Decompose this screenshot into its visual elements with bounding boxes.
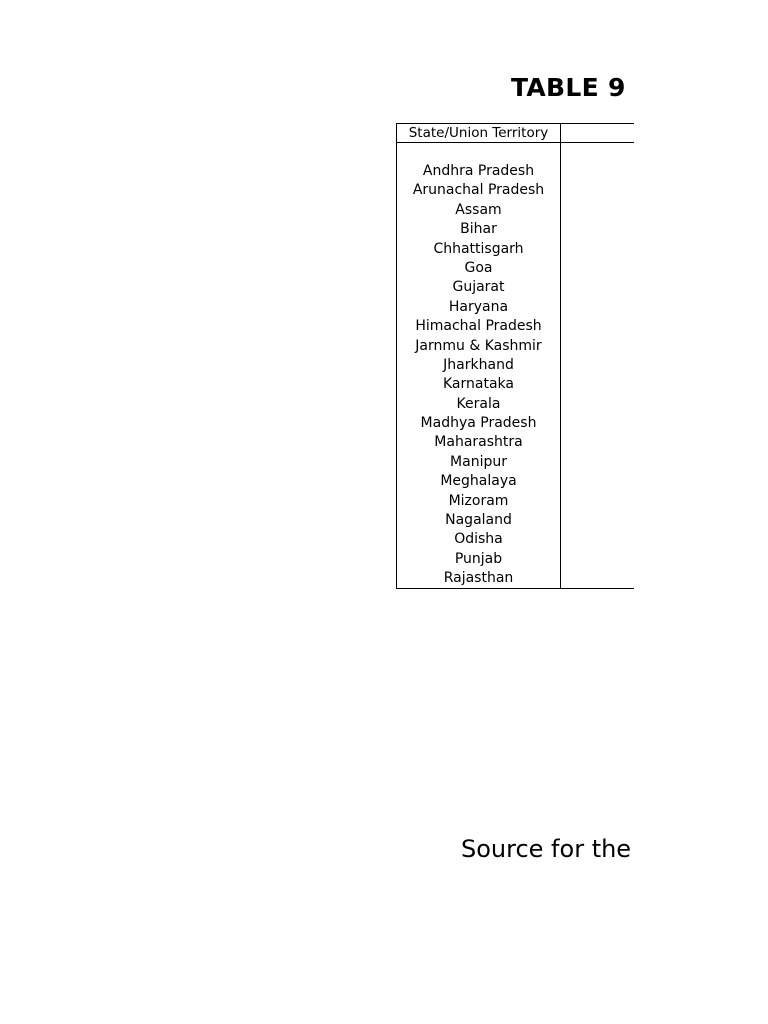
table-row: Goa: [464, 259, 493, 276]
table-row: Punjab: [454, 550, 503, 567]
table-row: Karnataka: [443, 376, 514, 393]
column-header-state: State/Union Territory: [408, 125, 549, 141]
table-row: Meghalaya: [440, 473, 517, 490]
table-row: Andhra Pradesh: [422, 163, 535, 179]
state-table: [396, 123, 634, 589]
table-row: Himachal Pradesh: [415, 318, 542, 335]
table-title: TABLE 9: [511, 73, 626, 102]
table-row: Haryana: [448, 298, 509, 315]
source-note: Source for the: [461, 835, 632, 863]
header-divider: [397, 142, 634, 143]
table-row: Gujarat: [452, 279, 505, 296]
table-row: Jarnmu & Kashmir: [415, 337, 542, 354]
table-row: Manipur: [450, 453, 507, 470]
table-row: Bihar: [460, 221, 497, 238]
table-row: Nagaland: [445, 512, 512, 529]
column-divider: [560, 124, 561, 588]
table-row: Madhya Pradesh: [420, 415, 537, 432]
table-row: Maharashtra: [434, 434, 523, 451]
table-row: Assam: [455, 201, 502, 218]
state-list: [397, 162, 560, 589]
table-row: Arunachal Pradesh: [412, 182, 545, 199]
table-row: Odisha: [454, 531, 503, 548]
table-row: Mizoram: [448, 492, 509, 509]
table-row: Kerala: [456, 395, 501, 412]
table-row: Chhattisgarh: [433, 240, 524, 257]
table-row: Jharkhand: [443, 356, 514, 373]
table-row: Rajasthan: [443, 570, 514, 587]
